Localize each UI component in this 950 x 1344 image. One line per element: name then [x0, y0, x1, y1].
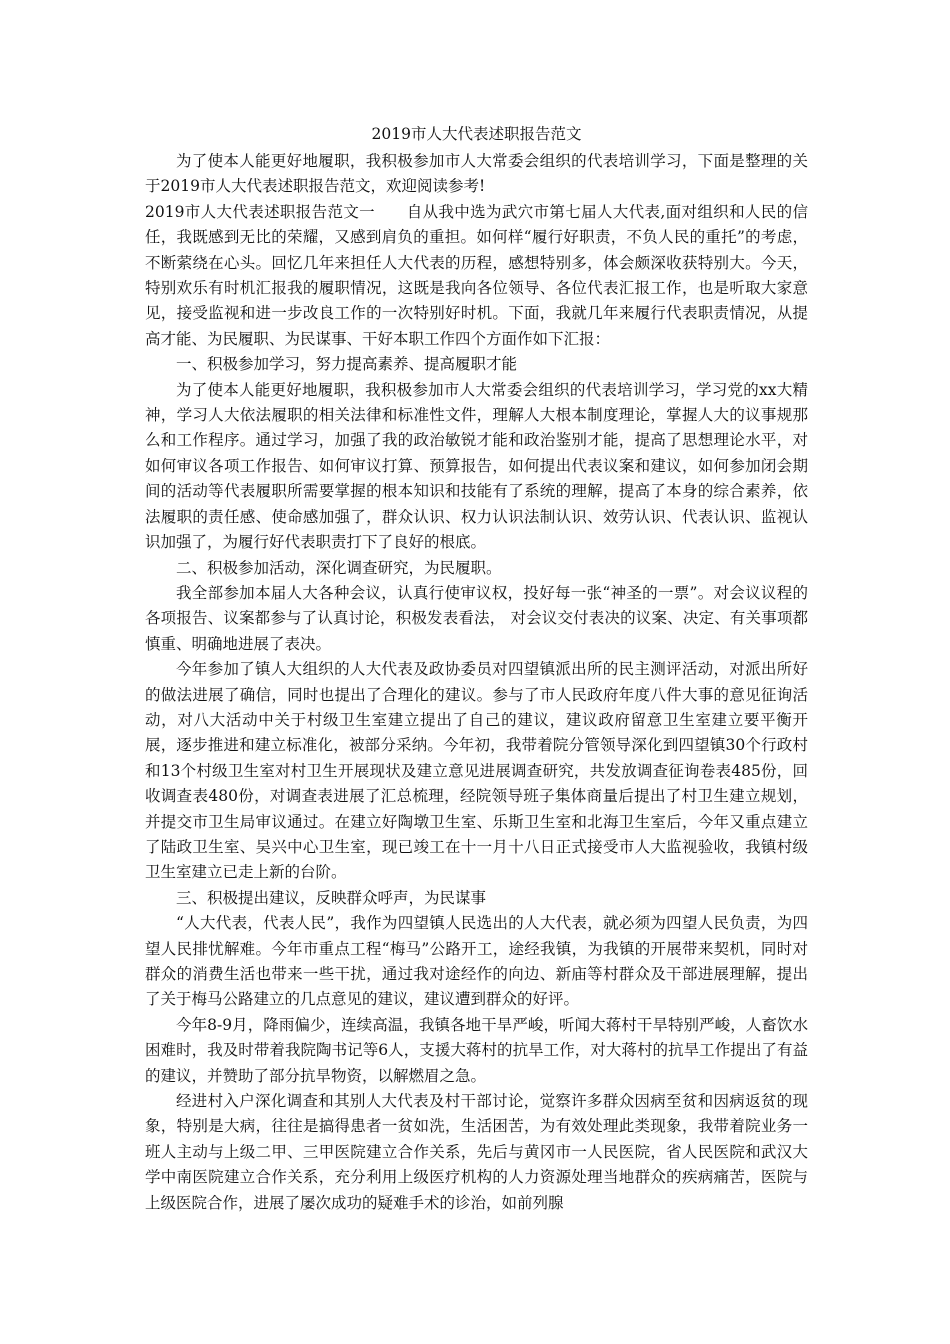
paragraph: 经进村入户深化调查和其别人大代表及村干部讨论，觉察许多群众因病至贫和因病返贫的现象，特别是大病，往往是搞得患者一贫如洗，生活困苦，为有效处理此类现象，我带着院业务一班人主动与上级二甲、三甲医院建立合作关系，先后与黄冈市一人民医院，省人民医院和武汉大学中南医院建立合作关系，充分利用上级医疗机构的人力资源处理当地群众的疾病痛苦，医院与上级医院合作，进展了屡次成功的疑难手术的诊治，如前列腺 — [145, 1092, 808, 1212]
paragraph: 我全部参加本届人大各种会议，认真行使审议权，投好每一张“神圣的一票”。对会议议程的各项报告、议案都参与了认真讨论，积极发表看法， 对会议交付表决的议案、决定、有关事项都慎重、明确地进展了表决。 — [145, 583, 808, 653]
paragraph: 2019市人大代表述职报告范文一 自从我中选为武穴市第七届人大代表,面对组织和人民的信任，我既感到无比的荣耀，又感到肩负的重担。如何样“履行好职责，不负人民的重托”的考虑，不断萦绕在心头。回忆几年来担任人大代表的历程，感想特别多，体会颇深收获特别大。今天，特别欢乐有时机汇报我的履职情况，这既是我向各位领导、各位代表汇报工作，也是听取大家意见，接受监视和进一步改良工作的一次特别好时机。下面，我就几年来履行代表职责情况，从提高才能、为民履职、为民谋事、干好本职工作四个方面作如下汇报： — [145, 202, 808, 348]
paragraph: 今年8-9月，降雨偏少，连续高温，我镇各地干旱严峻，听闻大蒋村干旱特别严峻，人畜饮水困难时，我及时带着我院陶书记等6人，支援大蒋村的抗旱工作，对大蒋村的抗旱工作提出了有益的建议，并赞助了部分抗旱物资，以解燃眉之急。 — [145, 1015, 808, 1085]
paragraph: 二、积极参加活动，深化调查研究，为民履职。 — [176, 558, 502, 577]
paragraph: 为了使本人能更好地履职，我积极参加市人大常委会组织的代表培训学习，下面是整理的关于2019市人大代表述职报告范文，欢迎阅读参考! — [145, 152, 808, 196]
document-title: 2019市人大代表述职报告范文 — [371, 125, 582, 143]
paragraph: 一、积极参加学习，努力提高素养、提高履职才能 — [176, 355, 518, 374]
paragraph: 为了使本人能更好地履职，我积极参加市人大常委会组织的代表培训学习，学习党的xx大精神，学习人大依法履职的相关法律和标准性文件，理解人大根本制度理论，掌握人大的议事规那么和工作程序。通过学习，加强了我的政治敏锐才能和政治鉴别才能，提高了思想理论水平，对如何审议各项工作报告、如何审议打算、预算报告，如何提出代表议案和建议，如何参加闭会期间的活动等代表履职所需要掌握的根本知识和技能有了系统的理解，提高了本身的综合素养，依法履职的责任感、使命感加强了，群众认识、权力认识法制认识、效劳认识、代表认识、监视认识加强了，为履行好代表职责打下了良好的根底。 — [145, 380, 808, 552]
paragraph: 三、积极提出建议，反映群众呼声，为民谋事 — [176, 888, 487, 907]
document-page — [145, 122, 808, 1216]
document-body — [145, 149, 808, 1216]
paragraph: “人大代表，代表人民”，我作为四望镇人民选出的人大代表，就必须为四望人民负责，为四望人民排忧解难。今年市重点工程“梅马”公路开工，途经我镇，为我镇的开展带来契机，同时对群众的消费生活也带来一些干扰，通过我对途经作的向边、新庙等村群众及干部进展理解，提出了关于梅马公路建立的几点意见的建议，建议遭到群众的好评。 — [145, 914, 808, 1009]
paragraph: 今年参加了镇人大组织的人大代表及政协委员对四望镇派出所的民主测评活动，对派出所好的做法进展了确信，同时也提出了合理化的建议。参与了市人民政府年度八件大事的意见征询活动，对八大活动中关于村级卫生室建立提出了自己的建议，建议政府留意卫生室建立要平衡开展，逐步推进和建立标准化，被部分采纳。今年初，我带着院分管领导深化到四望镇30个行政村和13个村级卫生室对村卫生开展现状及建立意见进展调查研究，共发放调查征询卷表485份，回收调查表480份，对调查表进展了汇总梳理，经院领导班子集体商量后提出了村卫生建立规划，并提交市卫生局审议通过。在建立好陶墩卫生室、乐斯卫生室和北海卫生室后，今年又重点建立了陆政卫生室、吴兴中心卫生室，现已竣工在十一月十八日正式接受市人大监视验收，我镇村级卫生室建立已走上新的台阶。 — [145, 660, 808, 882]
